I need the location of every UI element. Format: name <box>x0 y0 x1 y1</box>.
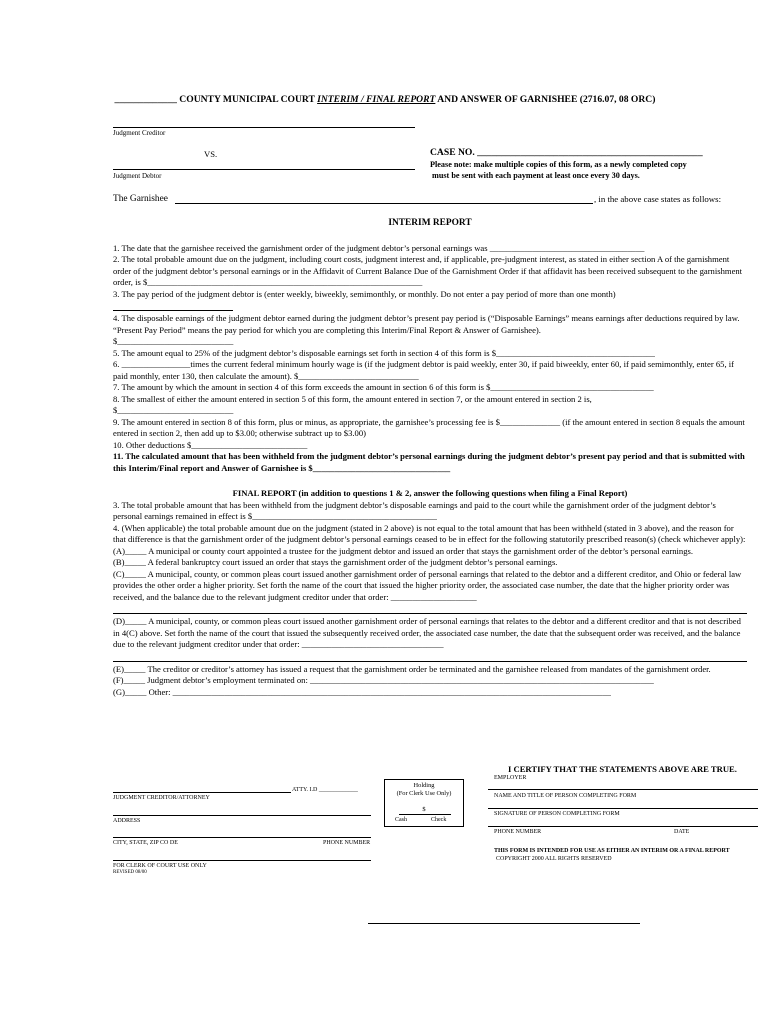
reason-c-extra-line[interactable] <box>113 603 747 614</box>
employer-line[interactable] <box>488 789 758 790</box>
question-5[interactable]: 5. The amount equal to 25% of the judgment debtor’s disposable earnings set forth in section 4 of this form is $_____________________________________ <box>113 347 655 358</box>
date-label: DATE <box>674 829 690 835</box>
holding-box <box>384 779 464 827</box>
title-emphasis: INTERIM / FINAL REPORT <box>317 94 436 105</box>
signature-line[interactable] <box>488 826 758 827</box>
question-11[interactable]: 11. The calculated amount that has been withheld from the judgment debtor’s personal earnings during the judgment debtor’s present pay period and that is submitted with this Interim/Final report and Answer of Garnishee is $________________________________ <box>113 451 745 473</box>
question-1[interactable]: 1. The date that the garnishee received the garnishment order of the judgment debtor’s personal earnings was ____________________________________ <box>113 242 645 253</box>
reason-g[interactable]: (G)_____ Other: ______________________________________________________________________________________________________ <box>113 686 611 697</box>
question-8[interactable]: 8. The smallest of either the amount entered in section 5 of this form, the amount entered in section 7, or the amount entered in section 2 is, <box>113 393 592 404</box>
question-4[interactable]: 4. The disposable earnings of the judgment debtor earned during the judgment debtor’s present pay period is (“Disposable Earnings” means earnings after deductions required by law. “Present Pay Period” means the pay period for which you are completing this Interim/Final Report & Answer of Garnishee). <box>113 313 740 335</box>
address-label: ADDRESS <box>113 818 141 824</box>
copy-note-line-1: Please note: make multiple copies of this form, as a newly completed copy <box>430 160 687 169</box>
title-prefix: _____________ COUNTY MUNICIPAL COURT <box>114 94 318 105</box>
copy-note-line-2: must be sent with each payment at least once every 30 days. <box>432 171 640 180</box>
clerk-use-label: FOR CLERK OF COURT USE ONLY <box>113 863 207 869</box>
bottom-rule <box>368 923 640 924</box>
final-question-4: 4. (When applicable) the total probable amount due on the judgment (stated in 2 above) is not equal to the total amount that has been withheld (stated in 3 above), and the reason for that difference is that the garnishment order of the judgment debtor’s personal earnings ceased to be in effect for the following statutorily prescribed reason(s) (check whichever apply): <box>113 522 746 544</box>
name-title-label: NAME AND TITLE OF PERSON COMPLETING FORM <box>494 793 637 799</box>
atty-id-field[interactable]: ATTY. I.D _____________ <box>292 787 358 793</box>
creditor-line[interactable] <box>113 127 415 128</box>
question-9[interactable]: 9. The amount entered in section 8 of this form, plus or minus, as appropriate, the garnishee’s processing fee is $______________ (if the amount entered in section 8 equals the amount entered in section 2, then add up to $3.00; otherwise subtract up to $3.00) <box>113 416 745 438</box>
question-6[interactable]: 6. ________________times the current federal minimum hourly wage is (if the judgment debtor is paid weekly, enter 30, if paid biweekly, enter 60, if paid semimonthly, enter 65, if paid monthly, enter 130, then calculate the amount). $____________________________ <box>113 359 734 381</box>
phone-number-label: PHONE NUMBER <box>494 829 542 835</box>
reason-a[interactable]: (A)_____ A municipal or county court appointed a trustee for the judgment debtor and issued an order that stays the garnishment order of the debtor’s personal earnings. <box>113 545 694 556</box>
report-body <box>113 218 747 698</box>
signature-label: SIGNATURE OF PERSON COMPLETING FORM <box>494 811 620 817</box>
address-line[interactable] <box>113 815 371 816</box>
creditor-label: Judgment Creditor <box>113 129 166 137</box>
reason-e[interactable]: (E)_____ The creditor or creditor’s attorney has issued a request that the garnishment order be terminated and the garnishee released from mandates of the garnishment order. <box>113 663 711 674</box>
holding-dollar: $ <box>422 806 426 813</box>
question-8-amount[interactable]: $___________________________ <box>113 405 234 415</box>
garnishee-label: The Garnishee <box>113 194 168 204</box>
city-label: CITY, STATE, ZIP CO DE <box>113 840 178 846</box>
question-3[interactable]: 3. The pay period of the judgment debtor is (enter weekly, biweekly, semimonthly, or monthly. Do not enter a pay period of more than one month) <box>113 288 616 299</box>
case-number-field[interactable]: CASE NO. _______________________________________________ <box>430 147 703 158</box>
debtor-line[interactable] <box>113 169 415 170</box>
reason-d-extra-line[interactable] <box>113 651 747 662</box>
revised-label: REVISED 08/00 <box>113 870 147 875</box>
final-question-3[interactable]: 3. The total probable amount that has been withheld from the judgment debtor’s disposable earnings and paid to the court while the garnishment order of the judgment debtor’s <box>113 499 716 510</box>
holding-label: Holding <box>413 782 435 789</box>
intended-use-note: THIS FORM IS INTENDED FOR USE AS EITHER AN INTERIM OR A FINAL REPORT <box>494 848 730 854</box>
holding-amount-line[interactable] <box>399 814 451 815</box>
employer-label: EMPLOYER <box>494 775 527 781</box>
form-title <box>0 94 770 105</box>
reason-b[interactable]: (B)_____ A federal bankruptcy court issued an order that stays the garnishment order of the judgment debtor’s personal earnings. <box>113 557 558 567</box>
city-line[interactable] <box>113 837 371 838</box>
final-question-3-amount[interactable]: personal earnings remained in effect is $___________________________________________ <box>113 511 437 521</box>
versus-label: VS. <box>204 149 218 159</box>
clerk-line <box>113 860 371 861</box>
creditor-attorney-line[interactable] <box>113 792 291 793</box>
reason-d[interactable]: (D)_____ A municipal, county, or common pleas court issued another garnishment order of personal earnings that relates to the debtor and a different creditor and that is not described in 4(C) above. Set forth the name of the court that issued the subsequently received order, the associated case number, the date that the subsequent order was received, and the balance due to the relevant judgment creditor under that order: _________________________________ <box>113 616 741 649</box>
clerk-only-label: (For Clerk Use Only) <box>396 790 452 797</box>
name-title-line[interactable] <box>488 808 758 809</box>
creditor-attorney-label: JUDGMENT CREDITOR/ATTORNEY <box>113 795 210 801</box>
garnishee-suffix: , in the above case states as follows: <box>594 194 722 204</box>
question-4-amount[interactable]: $___________________________ <box>113 336 234 346</box>
question-7[interactable]: 7. The amount by which the amount in section 4 of this form exceeds the amount in section 6 of this form is $______________________________________ <box>113 382 654 392</box>
final-heading: FINAL REPORT (in addition to questions 1 & 2, answer the following questions when filing a Final Report) <box>232 488 628 498</box>
interim-heading: INTERIM REPORT <box>388 218 472 228</box>
certify-statement: I CERTIFY THAT THE STATEMENTS ABOVE ARE TRUE. <box>508 764 737 774</box>
check-label: Check <box>431 817 447 823</box>
question-10[interactable]: 10. Other deductions $___________________________ <box>113 439 308 450</box>
debtor-label: Judgment Debtor <box>113 172 162 180</box>
reason-c[interactable]: (C)_____ A municipal, county, or common pleas court issued another garnishment order of personal earnings that related to the debtor and a different creditor, and Ohio or federal law provides the other order a higher priority. Set forth the name of the court that issued the higher priority order, the associated case number, the date that the higher priority order was received, and the balance due to the relevant judgment creditor under that order: ____________________ <box>113 568 742 602</box>
phone-label: PHONE NUMBER <box>323 840 371 846</box>
question-2[interactable]: 2. The total probable amount due on the judgment, including court costs, judgment interest and, if applicable, pre-judgment interest, as stated in either section A of the garnishment order of the judgment debtor’s personal earnings or in the Affidavit of Current Balance Due of the Garnishment Order if that affidavit has been received subsequent to the garnishment order, is $________________________________________________________________ <box>113 254 743 287</box>
question-3-answer-line[interactable] <box>113 300 233 311</box>
cash-label: Cash <box>395 817 407 823</box>
title-suffix: AND ANSWER OF GARNISHEE (2716.07, 08 ORC) <box>435 94 656 105</box>
reason-f[interactable]: (F)_____ Judgment debtor’s employment terminated on: ________________________________________________________________________________ <box>113 675 654 685</box>
garnishee-line[interactable] <box>175 203 593 204</box>
copyright-note: COPYRIGHT 2000 ALL RIGHTS RESERVED <box>496 856 612 862</box>
